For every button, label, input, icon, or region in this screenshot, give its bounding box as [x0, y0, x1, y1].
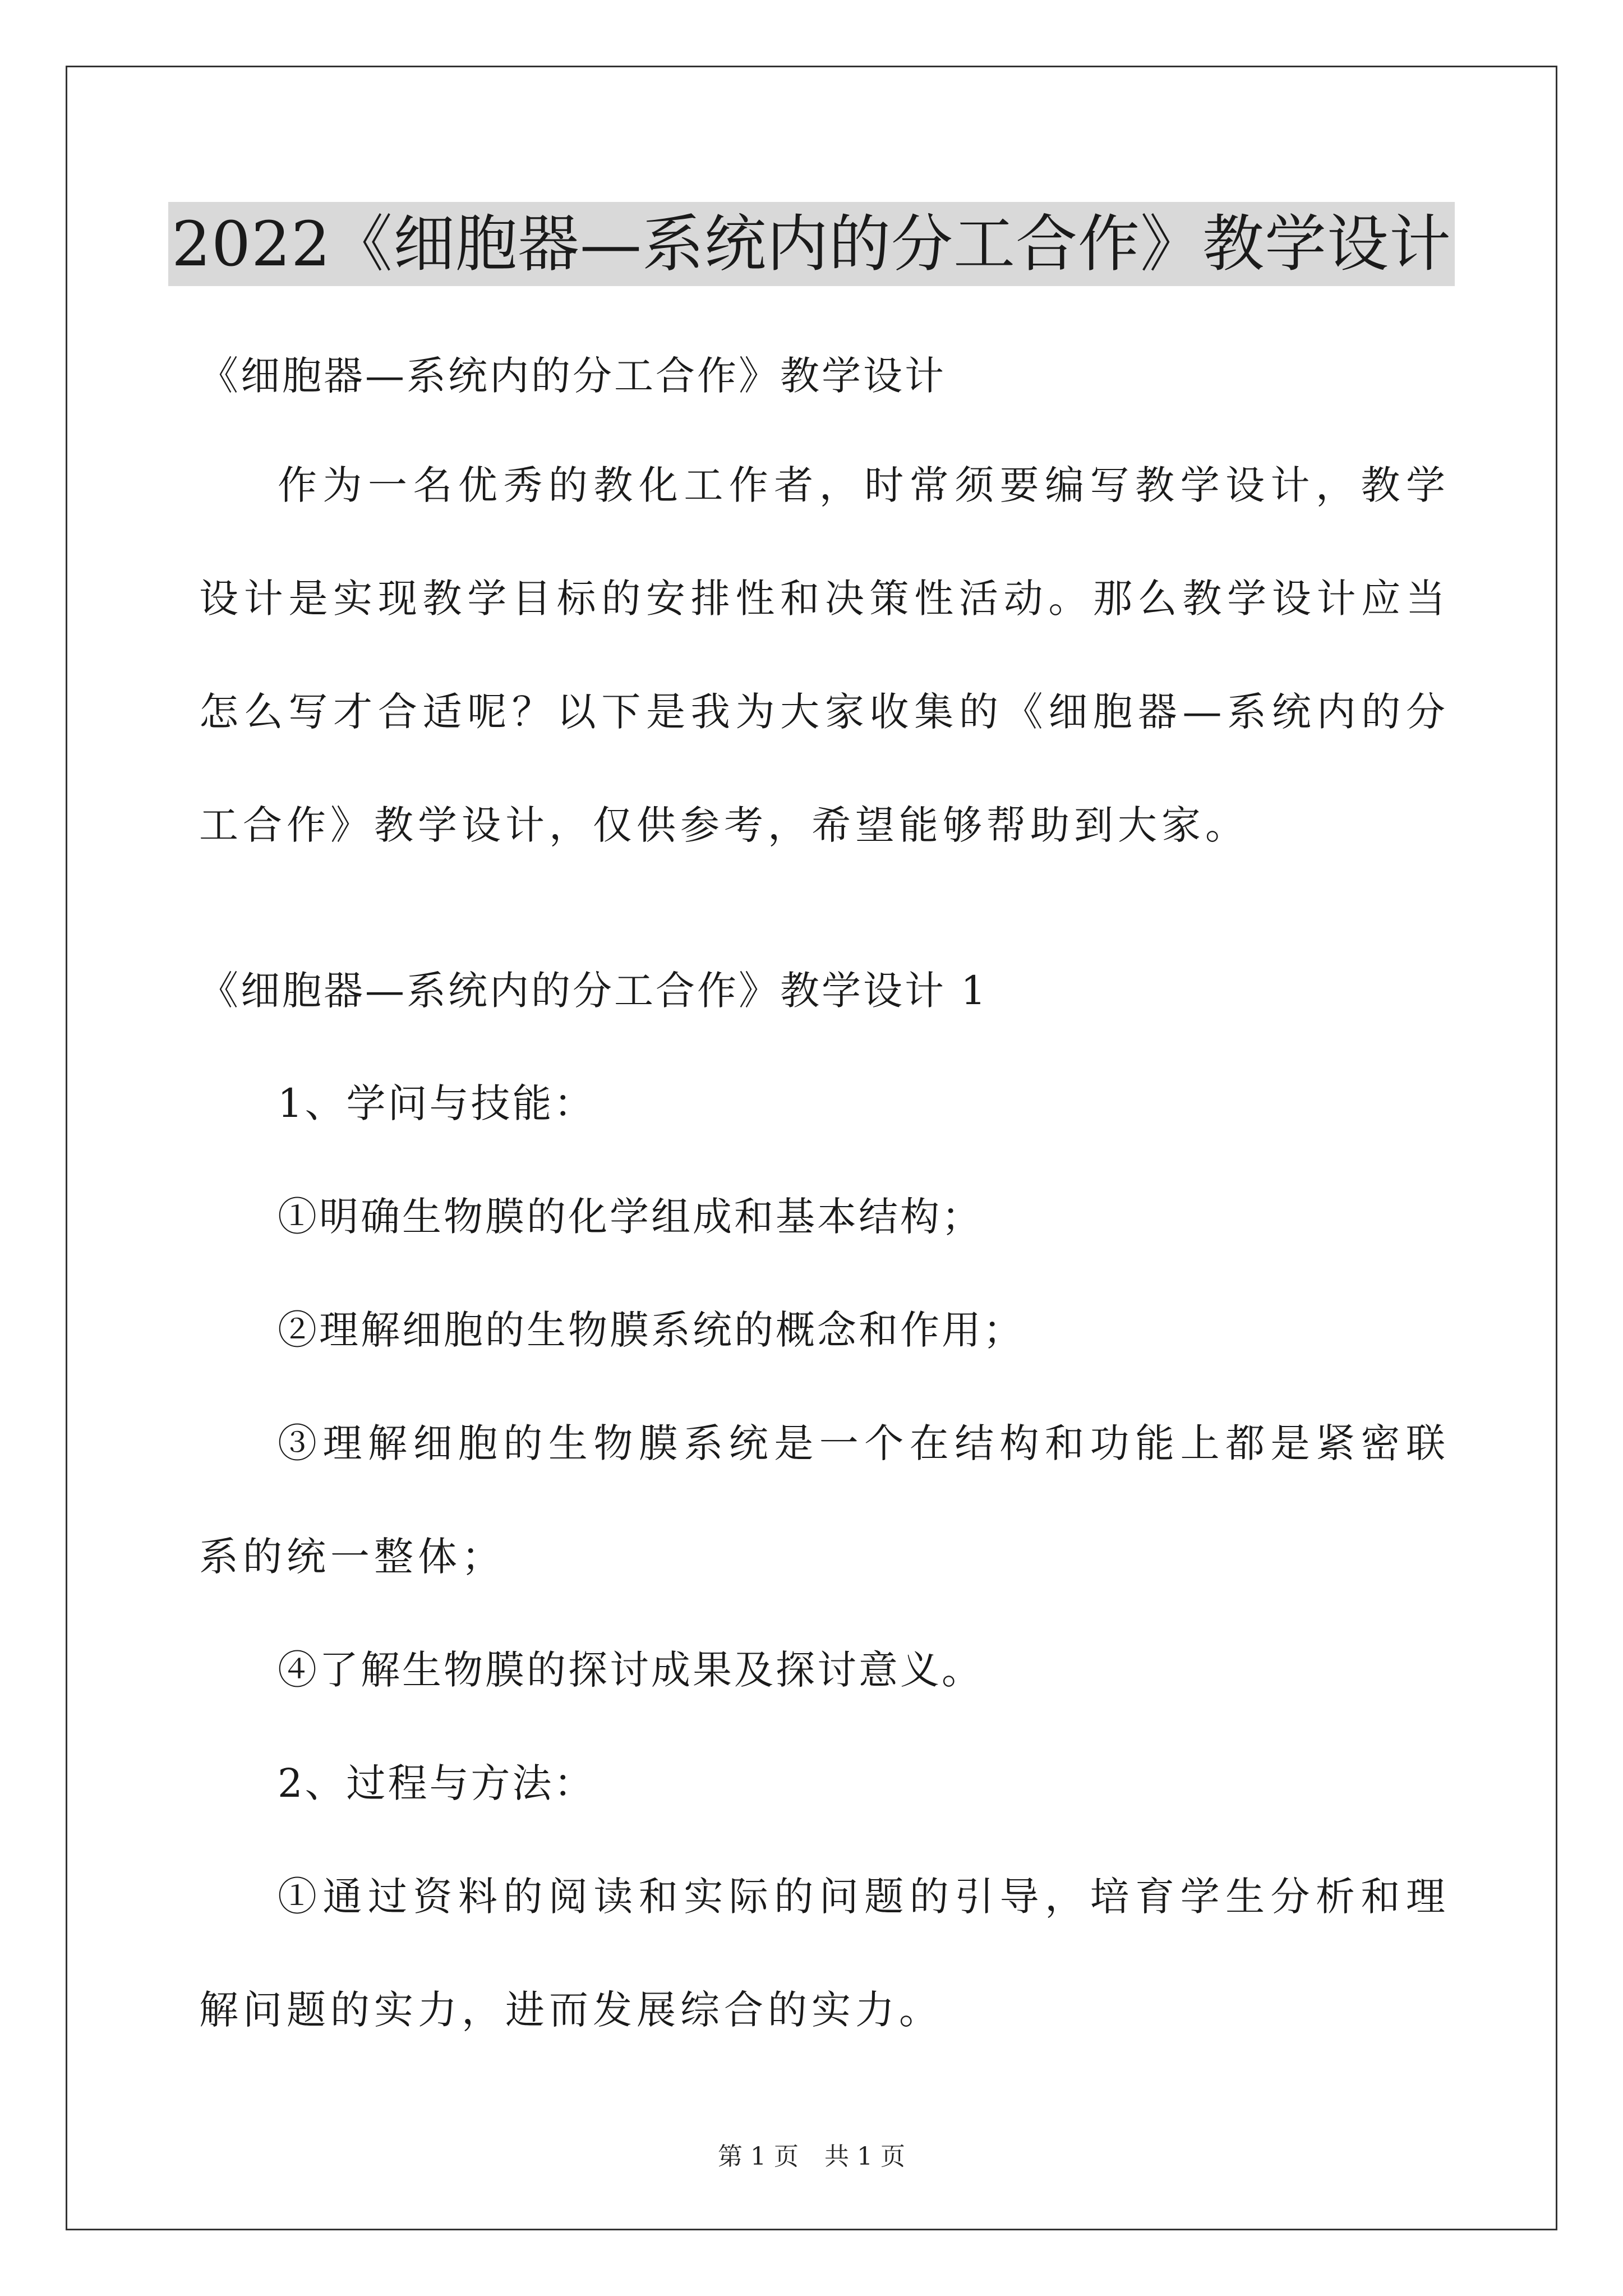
- section-heading: 《细胞器—系统内的分工合作》教学设计 1: [199, 968, 988, 1014]
- intro-paragraph: 作为一名优秀的教化工作者，时常须要编写教学设计，教学设计是实现教学目标的安排性和决策性活动。那么教学设计应当怎么写才合适呢？以下是我为大家收集的《细胞器—系统内的分工合作》教学设计，仅供参考，希望能够帮助到大家。: [199, 462, 1450, 848]
- page-number: 第 1 页: [718, 2142, 799, 2171]
- knowledge-heading: 1、学问与技能：: [278, 1080, 596, 1126]
- page-footer: [0, 2140, 1623, 2174]
- document-body: [199, 337, 1450, 2067]
- knowledge-item: ①明确生物膜的化学组成和基本结构；: [278, 1194, 983, 1240]
- subtitle: 《细胞器—系统内的分工合作》教学设计: [199, 353, 946, 399]
- knowledge-item: ④了解生物膜的探讨成果及探讨意义。: [278, 1647, 983, 1693]
- document-title: 2022《细胞器—系统内的分工合作》教学设计: [168, 202, 1455, 286]
- process-item: ①通过资料的阅读和实际的问题的引导，培育学生分析和理解问题的实力，进而发展综合的实力。: [199, 1874, 1450, 2033]
- knowledge-item: ②理解细胞的生物膜系统的概念和作用；: [278, 1307, 1025, 1353]
- knowledge-item: ③理解细胞的生物膜系统是一个在结构和功能上都是紧密联系的统一整体；: [199, 1420, 1450, 1580]
- title-container: [0, 202, 1623, 286]
- process-heading: 2、过程与方法：: [278, 1760, 596, 1806]
- spacer: [199, 882, 1450, 951]
- page-total: 共 1 页: [824, 2142, 905, 2171]
